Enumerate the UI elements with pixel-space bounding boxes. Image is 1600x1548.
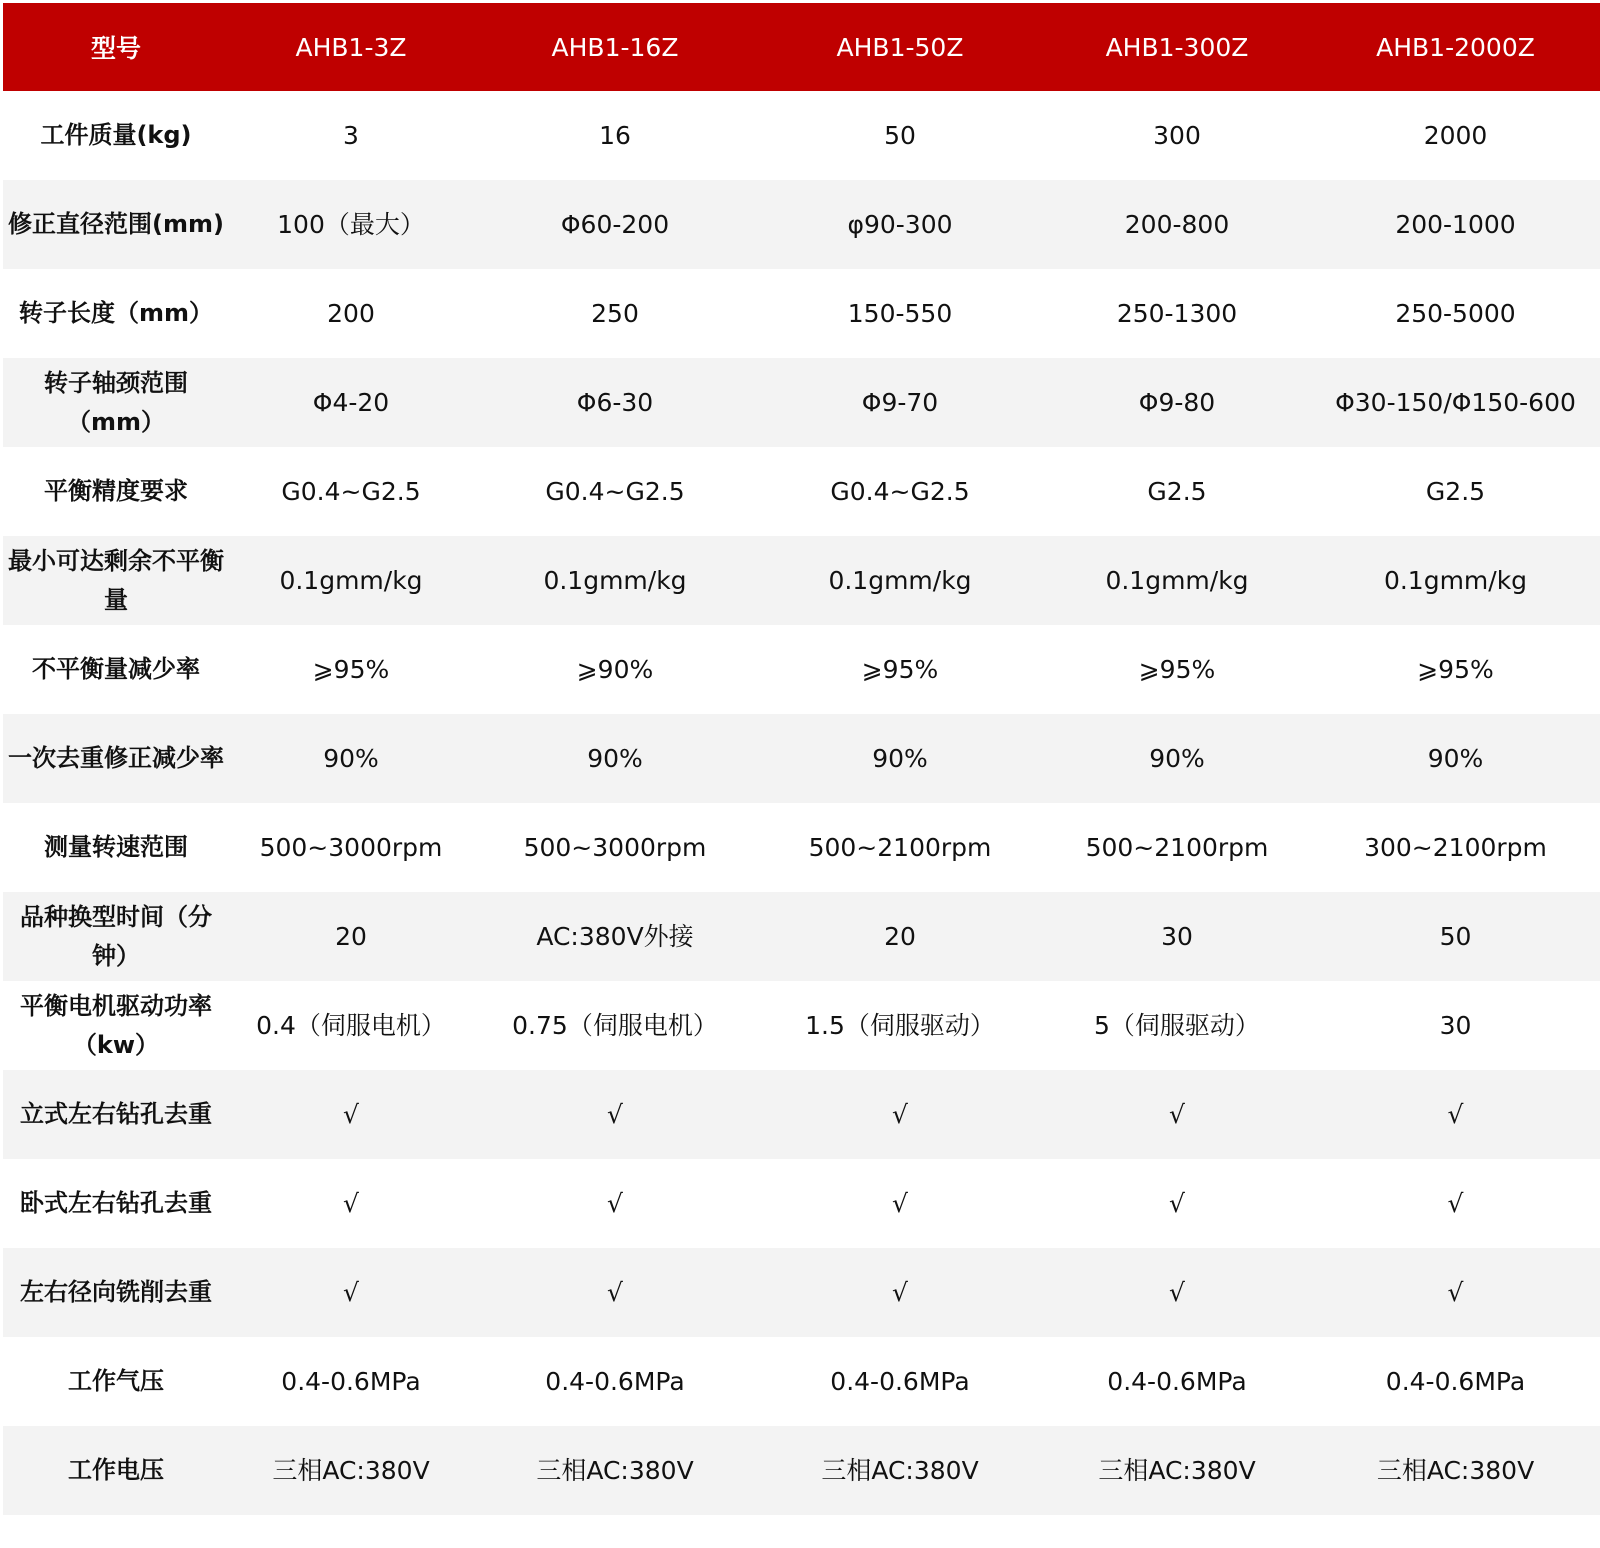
header-cell-ahb1-2000z: AHB1-2000Z (1311, 3, 1600, 91)
table-cell: 0.4-0.6MPa (229, 1337, 473, 1426)
table-cell: 3 (229, 91, 473, 180)
table-cell: ⩾95% (1043, 625, 1311, 714)
table-cell: √ (473, 1070, 757, 1159)
table-cell: 90% (229, 714, 473, 803)
table-cell: G0.4~G2.5 (757, 447, 1043, 536)
table-cell: 50 (757, 91, 1043, 180)
table-cell: 500~2100rpm (1043, 803, 1311, 892)
table-cell: 90% (757, 714, 1043, 803)
table-cell: √ (473, 1159, 757, 1248)
table-row (3, 358, 1600, 447)
table-cell: 0.4-0.6MPa (1043, 1337, 1311, 1426)
table-cell: 三相AC:380V (757, 1426, 1043, 1515)
table-cell: G2.5 (1043, 447, 1311, 536)
table-cell: 50 (1311, 892, 1600, 981)
table-cell: ⩾90% (473, 625, 757, 714)
table-row (3, 892, 1600, 981)
table-row (3, 981, 1600, 1070)
table-cell: 20 (229, 892, 473, 981)
table-cell: 30 (1043, 892, 1311, 981)
table-row (3, 714, 1600, 803)
table-cell: 0.4-0.6MPa (757, 1337, 1043, 1426)
table-cell: √ (473, 1248, 757, 1337)
table-cell: ⩾95% (757, 625, 1043, 714)
row-label: 卧式左右钻孔去重 (3, 1159, 229, 1248)
table-cell: Φ9-80 (1043, 358, 1311, 447)
table-cell: √ (757, 1159, 1043, 1248)
row-label: 品种换型时间（分钟） (3, 892, 229, 981)
table-cell: G2.5 (1311, 447, 1600, 536)
table-cell: Φ6-30 (473, 358, 757, 447)
row-label: 最小可达剩余不平衡量 (3, 536, 229, 625)
table-cell: 200-1000 (1311, 180, 1600, 269)
table-cell: Φ9-70 (757, 358, 1043, 447)
table-row (3, 447, 1600, 536)
table-cell: 20 (757, 892, 1043, 981)
header-row (3, 3, 1600, 91)
table-cell: 500~2100rpm (757, 803, 1043, 892)
table-cell: φ90-300 (757, 180, 1043, 269)
table-cell: 0.1gmm/kg (473, 536, 757, 625)
table-cell: 500~3000rpm (229, 803, 473, 892)
row-label: 一次去重修正减少率 (3, 714, 229, 803)
table-row (3, 625, 1600, 714)
table-cell: 500~3000rpm (473, 803, 757, 892)
table-cell: 0.75（伺服电机） (473, 981, 757, 1070)
table-cell: 0.1gmm/kg (757, 536, 1043, 625)
table-cell: 0.1gmm/kg (1311, 536, 1600, 625)
table-row (3, 91, 1600, 180)
header-cell-ahb1-300z: AHB1-300Z (1043, 3, 1311, 91)
table-cell: √ (229, 1159, 473, 1248)
table-cell: G0.4~G2.5 (229, 447, 473, 536)
table-cell: 90% (1043, 714, 1311, 803)
table-cell: 0.1gmm/kg (1043, 536, 1311, 625)
table-row (3, 1426, 1600, 1515)
header-cell-ahb1-16z: AHB1-16Z (473, 3, 757, 91)
row-label: 平衡精度要求 (3, 447, 229, 536)
table-row (3, 180, 1600, 269)
table-cell: Φ60-200 (473, 180, 757, 269)
table-cell: 三相AC:380V (229, 1426, 473, 1515)
table-cell: 2000 (1311, 91, 1600, 180)
table-cell: 三相AC:380V (1311, 1426, 1600, 1515)
table-cell: 200 (229, 269, 473, 358)
table-cell: √ (229, 1070, 473, 1159)
header-cell-ahb1-50z: AHB1-50Z (757, 3, 1043, 91)
table-cell: √ (229, 1248, 473, 1337)
table-body (3, 91, 1600, 1515)
row-label: 转子长度（mm） (3, 269, 229, 358)
table-cell: 0.4-0.6MPa (473, 1337, 757, 1426)
table-cell: Φ30-150/Φ150-600 (1311, 358, 1600, 447)
row-label: 修正直径范围(mm) (3, 180, 229, 269)
table-cell: √ (1311, 1070, 1600, 1159)
table-cell: 30 (1311, 981, 1600, 1070)
table-row (3, 803, 1600, 892)
table-cell: 0.4（伺服电机） (229, 981, 473, 1070)
table-cell: 300 (1043, 91, 1311, 180)
table-cell: G0.4~G2.5 (473, 447, 757, 536)
row-label: 工件质量(kg) (3, 91, 229, 180)
table-cell: √ (757, 1070, 1043, 1159)
table-cell: 250-1300 (1043, 269, 1311, 358)
table-cell: 三相AC:380V (1043, 1426, 1311, 1515)
table-cell: 16 (473, 91, 757, 180)
table-cell: 5（伺服驱动） (1043, 981, 1311, 1070)
table-cell: 0.4-0.6MPa (1311, 1337, 1600, 1426)
header-cell-model: 型号 (3, 3, 229, 91)
table-cell: 300~2100rpm (1311, 803, 1600, 892)
table-cell: ⩾95% (229, 625, 473, 714)
table-row (3, 1159, 1600, 1248)
spec-table (3, 3, 1600, 1515)
table-header (3, 3, 1600, 91)
table-row (3, 1070, 1600, 1159)
header-cell-ahb1-3z: AHB1-3Z (229, 3, 473, 91)
table-cell: 0.1gmm/kg (229, 536, 473, 625)
table-cell: √ (1043, 1070, 1311, 1159)
table-cell: √ (1043, 1159, 1311, 1248)
row-label: 转子轴颈范围（mm） (3, 358, 229, 447)
table-row (3, 1337, 1600, 1426)
table-cell: √ (757, 1248, 1043, 1337)
table-cell: 150-550 (757, 269, 1043, 358)
table-cell: 250-5000 (1311, 269, 1600, 358)
row-label: 工作电压 (3, 1426, 229, 1515)
table-row (3, 536, 1600, 625)
row-label: 不平衡量减少率 (3, 625, 229, 714)
table-cell: 1.5（伺服驱动） (757, 981, 1043, 1070)
table-cell: √ (1043, 1248, 1311, 1337)
table-cell: 250 (473, 269, 757, 358)
row-label: 左右径向铣削去重 (3, 1248, 229, 1337)
table-cell: 100（最大） (229, 180, 473, 269)
row-label: 平衡电机驱动功率（kw） (3, 981, 229, 1070)
table-cell: AC:380V外接 (473, 892, 757, 981)
table-cell: 90% (1311, 714, 1600, 803)
table-cell: 200-800 (1043, 180, 1311, 269)
table-cell: 90% (473, 714, 757, 803)
table-row (3, 1248, 1600, 1337)
table-cell: ⩾95% (1311, 625, 1600, 714)
table-cell: √ (1311, 1248, 1600, 1337)
table-cell: √ (1311, 1159, 1600, 1248)
table-cell: 三相AC:380V (473, 1426, 757, 1515)
row-label: 测量转速范围 (3, 803, 229, 892)
row-label: 工作气压 (3, 1337, 229, 1426)
row-label: 立式左右钻孔去重 (3, 1070, 229, 1159)
table-cell: Φ4-20 (229, 358, 473, 447)
table-row (3, 269, 1600, 358)
